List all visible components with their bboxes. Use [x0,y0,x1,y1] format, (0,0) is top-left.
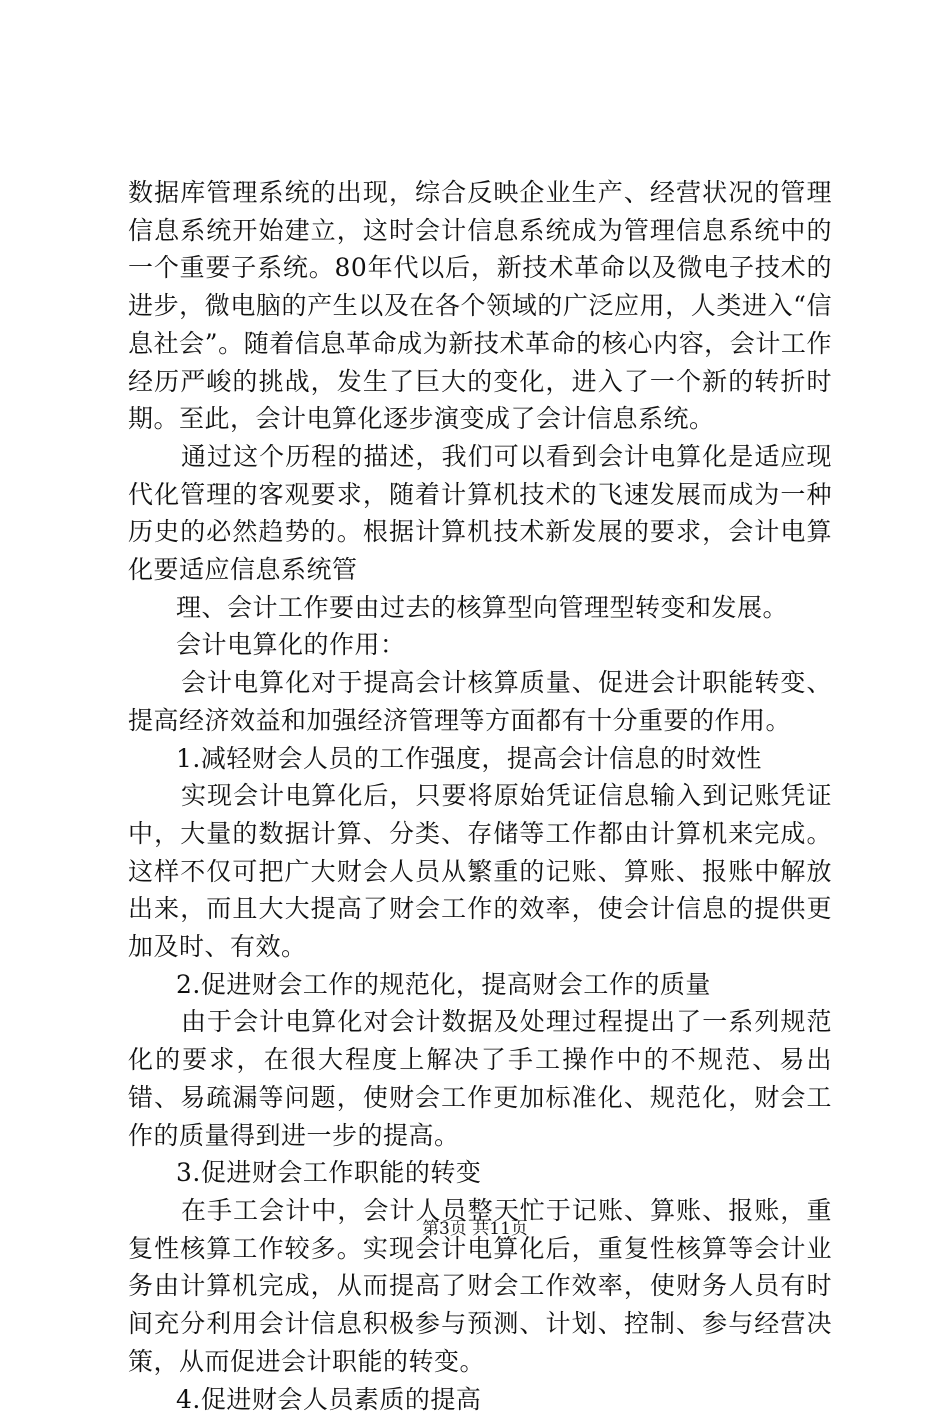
paragraph: 会计电算化对于提高会计核算质量、促进会计职能转变、提高经济效益和加强经济管理等方面都有十分重要的作用。 [128,664,832,739]
paragraph: 在手工会计中，会计人员整天忙于记账、算账、报账，重复性核算工作较多。实现会计电算化后，重复性核算等会计业务由计算机完成，从而提高了财会工作效率，使财务人员有时间充分利用会计信息积极参与预测、计划、控制、参与经营决策，从而促进会计职能的转变。 [128,1192,832,1381]
section-heading: 4.促进财会人员素质的提高 [128,1381,832,1418]
section-heading: 3.促进财会工作职能的转变 [128,1154,832,1192]
paragraph: 通过这个历程的描述，我们可以看到会计电算化是适应现代化管理的客观要求，随着计算机技术的飞速发展而成为一种历史的必然趋势的。根据计算机技术新发展的要求，会计电算化要适应信息系统管 [128,438,832,589]
section-heading: 2.促进财会工作的规范化，提高财会工作的质量 [128,966,832,1004]
paragraph: 实现会计电算化后，只要将原始凭证信息输入到记账凭证中，大量的数据计算、分类、存储等工作都由计算机来完成。这样不仅可把广大财会人员从繁重的记账、算账、报账中解放出来，而且大大提高了财会工作的效率，使会计信息的提供更加及时、有效。 [128,777,832,966]
paragraph: 数据库管理系统的出现，综合反映企业生产、经营状况的管理信息系统开始建立，这时会计信息系统成为管理信息系统中的一个重要子系统。80年代以后，新技术革命以及微电子技术的进步，微电脑的产生以及在各个领域的广泛应用，人类进入“信息社会”。随着信息革命成为新技术革命的核心内容，会计工作经历严峻的挑战，发生了巨大的变化，进入了一个新的转折时期。至此，会计电算化逐步演变成了会计信息系统。 [128,174,832,438]
section-heading: 1.减轻财会人员的工作强度，提高会计信息的时效性 [128,740,832,778]
paragraph: 由于会计电算化对会计数据及处理过程提出了一系列规范化的要求，在很大程度上解决了手工操作中的不规范、易出错、易疏漏等问题，使财会工作更加标准化、规范化，财会工作的质量得到进一步的提高。 [128,1003,832,1154]
paragraph: 理、会计工作要由过去的核算型向管理型转变和发展。 [128,589,832,627]
page-footer: 第3页 共11页 [0,1218,950,1240]
section-heading: 会计电算化的作用： [128,626,832,664]
